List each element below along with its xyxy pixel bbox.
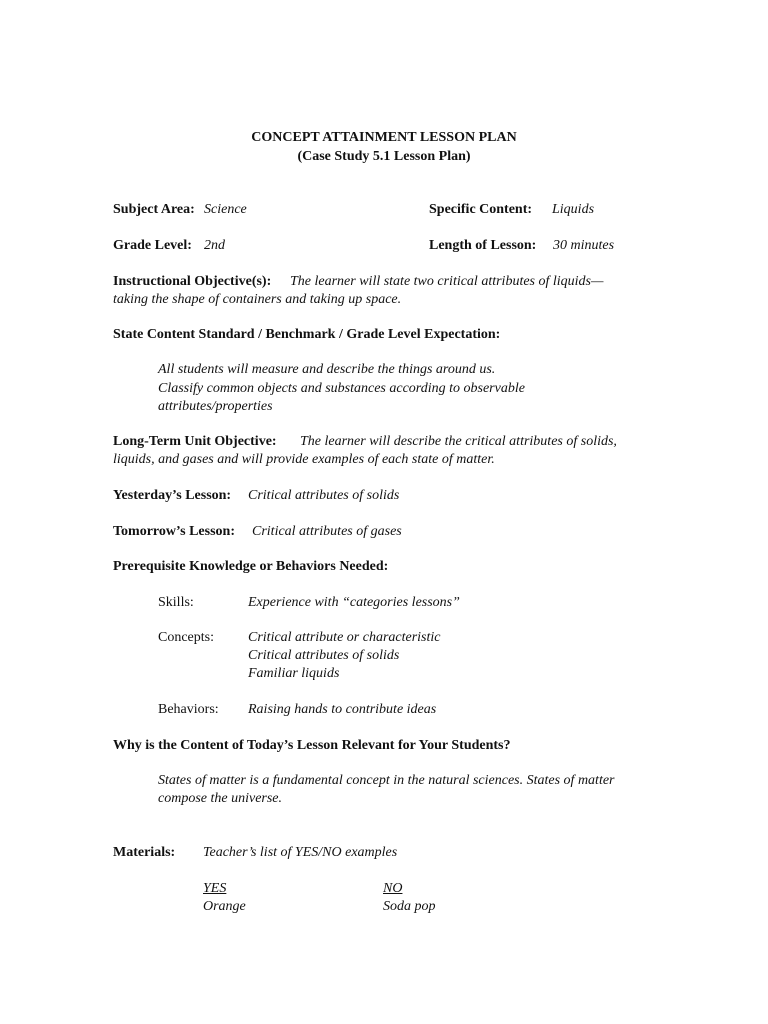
yes-column-header: YES [203,881,227,896]
document-subtitle: (Case Study 5.1 Lesson Plan) [297,149,471,164]
relevance-line1: States of matter is a fundamental concept in the natural sciences. States of matter [158,773,615,788]
skills-value: Experience with “categories lessons” [248,595,460,610]
long-term-objective-line2: liquids, and gases and will provide examples of each state of matter. [113,452,495,467]
document-title: CONCEPT ATTAINMENT LESSON PLAN [251,130,517,145]
relevance-label: Why is the Content of Today’s Lesson Relevant for Your Students? [113,738,511,753]
instructional-objective-line1: The learner will state two critical attributes of liquids— [290,274,604,289]
subject-area-value: Science [204,202,247,217]
length-of-lesson-label: Length of Lesson: [429,238,537,253]
no-column-header: NO [383,881,403,896]
materials-value: Teacher’s list of YES/NO examples [203,845,398,860]
length-of-lesson-value: 30 minutes [553,238,615,253]
grade-level-label: Grade Level: [113,238,192,253]
state-standard-line2: Classify common objects and substances according to observable [158,381,525,396]
concepts-label: Concepts: [158,630,214,645]
specific-content-value: Liquids [552,202,595,217]
state-standard-line1: All students will measure and describe the things around us. [158,362,496,377]
relevance-line2: compose the universe. [158,791,283,806]
state-standard-label: State Content Standard / Benchmark / Grade Level Expectation: [113,327,501,342]
instructional-objective-line2: taking the shape of containers and taking up space. [113,292,402,307]
tomorrow-lesson-value: Critical attributes of gases [252,524,402,539]
concepts-value-3: Familiar liquids [248,666,340,681]
concepts-value-2: Critical attributes of solids [248,648,400,663]
specific-content-label: Specific Content: [429,202,533,217]
materials-label: Materials: [113,845,176,860]
instructional-objective-label: Instructional Objective(s): [113,274,272,289]
no-example: Soda pop [383,899,436,914]
yesterday-lesson-value: Critical attributes of solids [248,488,400,503]
long-term-objective-label: Long-Term Unit Objective: [113,434,277,449]
skills-label: Skills: [158,595,194,610]
grade-level-value: 2nd [204,238,225,253]
concepts-value-1: Critical attribute or characteristic [248,630,441,645]
state-standard-line3: attributes/properties [158,399,273,414]
subject-area-label: Subject Area: [113,202,195,217]
yesterday-lesson-label: Yesterday’s Lesson: [113,488,232,503]
yes-example: Orange [203,899,246,914]
long-term-objective-line1: The learner will describe the critical attributes of solids, [300,434,617,449]
behaviors-value: Raising hands to contribute ideas [248,702,437,717]
tomorrow-lesson-label: Tomorrow’s Lesson: [113,524,235,539]
behaviors-label: Behaviors: [158,702,219,717]
prerequisite-label: Prerequisite Knowledge or Behaviors Needed: [113,559,389,574]
